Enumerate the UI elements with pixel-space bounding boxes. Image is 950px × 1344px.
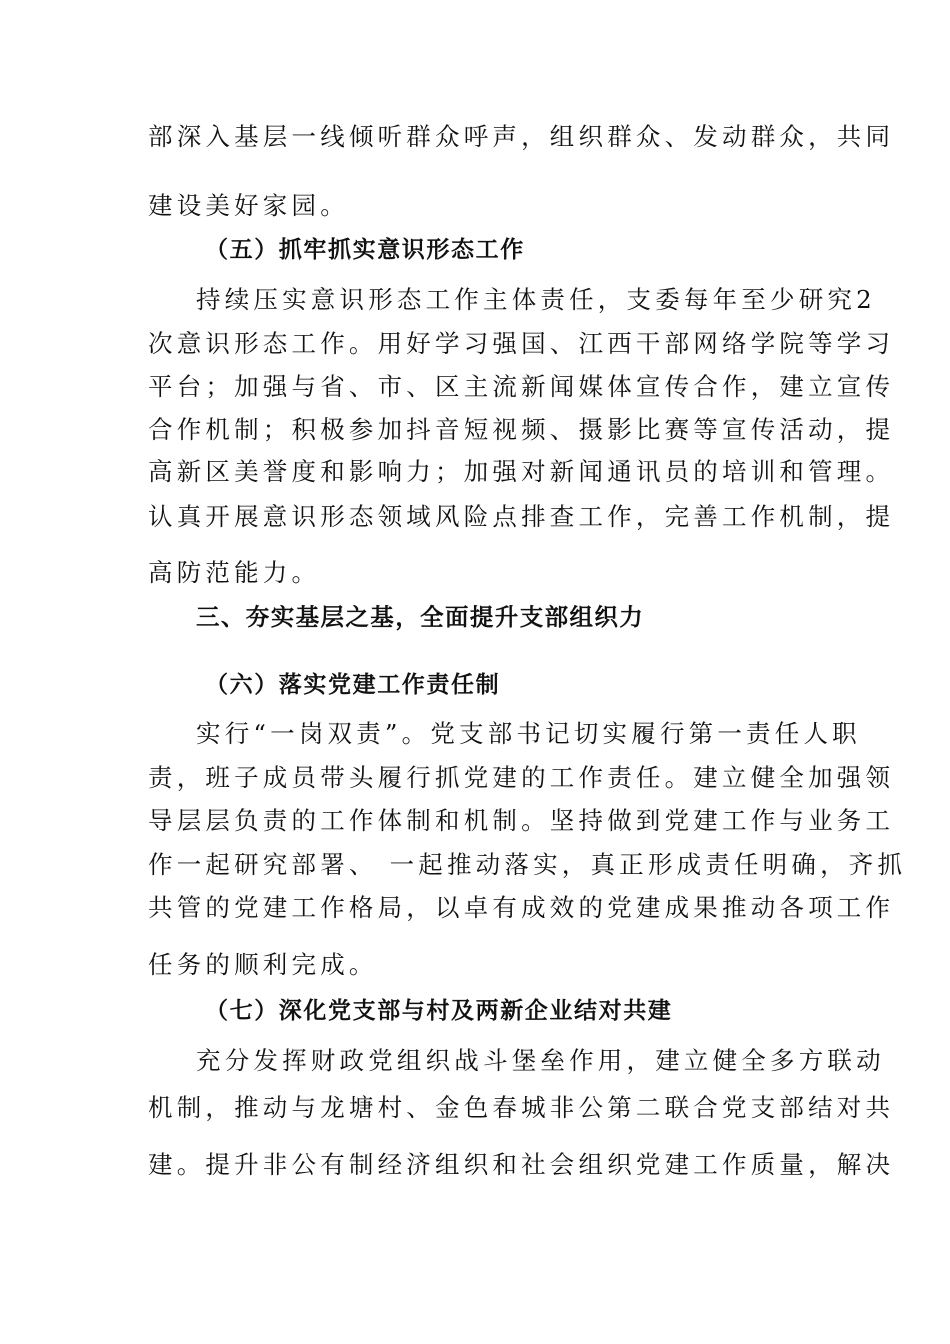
part-heading-3: 三、夯实基层之基，全面提升支部组织力: [196, 603, 645, 631]
paragraph-line: 建。提升非公有制经济组织和社会组织党建工作质量，解决: [148, 1150, 895, 1179]
paragraph-line: 机制，推动与龙塘村、金色春城非公第二联合党支部结对共: [148, 1093, 895, 1122]
paragraph-line: 部深入基层一线倾听群众呼声，组织群众、发动群众，共同: [148, 122, 895, 151]
paragraph-line: 作一起研究部署、 一起推动落实，真正形成责任明确，齐抓: [148, 850, 907, 879]
paragraph-line: 合作机制；积极参加抖音短视频、摄影比赛等宣传活动，提: [148, 415, 895, 444]
paragraph-line: 充分发挥财政党组织战斗堡垒作用，建立健全多方联动: [196, 1046, 885, 1075]
paragraph-line: 平台；加强与省、市、区主流新闻媒体宣传合作，建立宣传: [148, 372, 895, 401]
paragraph-line: 认真开展意识形态领域风险点排查工作，完善工作机制，提: [148, 502, 895, 531]
paragraph-line: 共管的党建工作格局，以卓有成效的党建成果推动各项工作: [148, 893, 895, 922]
paragraph-line: 持续压实意识形态工作主体责任，支委每年至少研究2: [196, 285, 876, 314]
section-heading-5: （五）抓牢抓实意识形态工作: [205, 237, 525, 263]
section-heading-7: （七）深化党支部与村及两新企业结对共建: [205, 998, 673, 1024]
paragraph-line: 实行“一岗双责”。党支部书记切实履行第一责任人职: [196, 719, 861, 748]
paragraph-line: 任务的顺利完成。: [148, 950, 378, 979]
section-heading-6: （六）落实党建工作责任制: [205, 672, 501, 698]
paragraph-line: 高防范能力。: [148, 558, 321, 587]
paragraph-line: 导层层负责的工作体制和机制。坚持做到党建工作与业务工: [148, 806, 895, 835]
paragraph-line: 次意识形态工作。用好学习强国、江西干部网络学院等学习: [148, 329, 895, 358]
paragraph-line: 高新区美誉度和影响力；加强对新闻通讯员的培训和管理。: [148, 457, 895, 486]
paragraph-line: 责，班子成员带头履行抓党建的工作责任。建立健全加强领: [148, 763, 895, 792]
paragraph-line: 建设美好家园。: [148, 191, 349, 220]
